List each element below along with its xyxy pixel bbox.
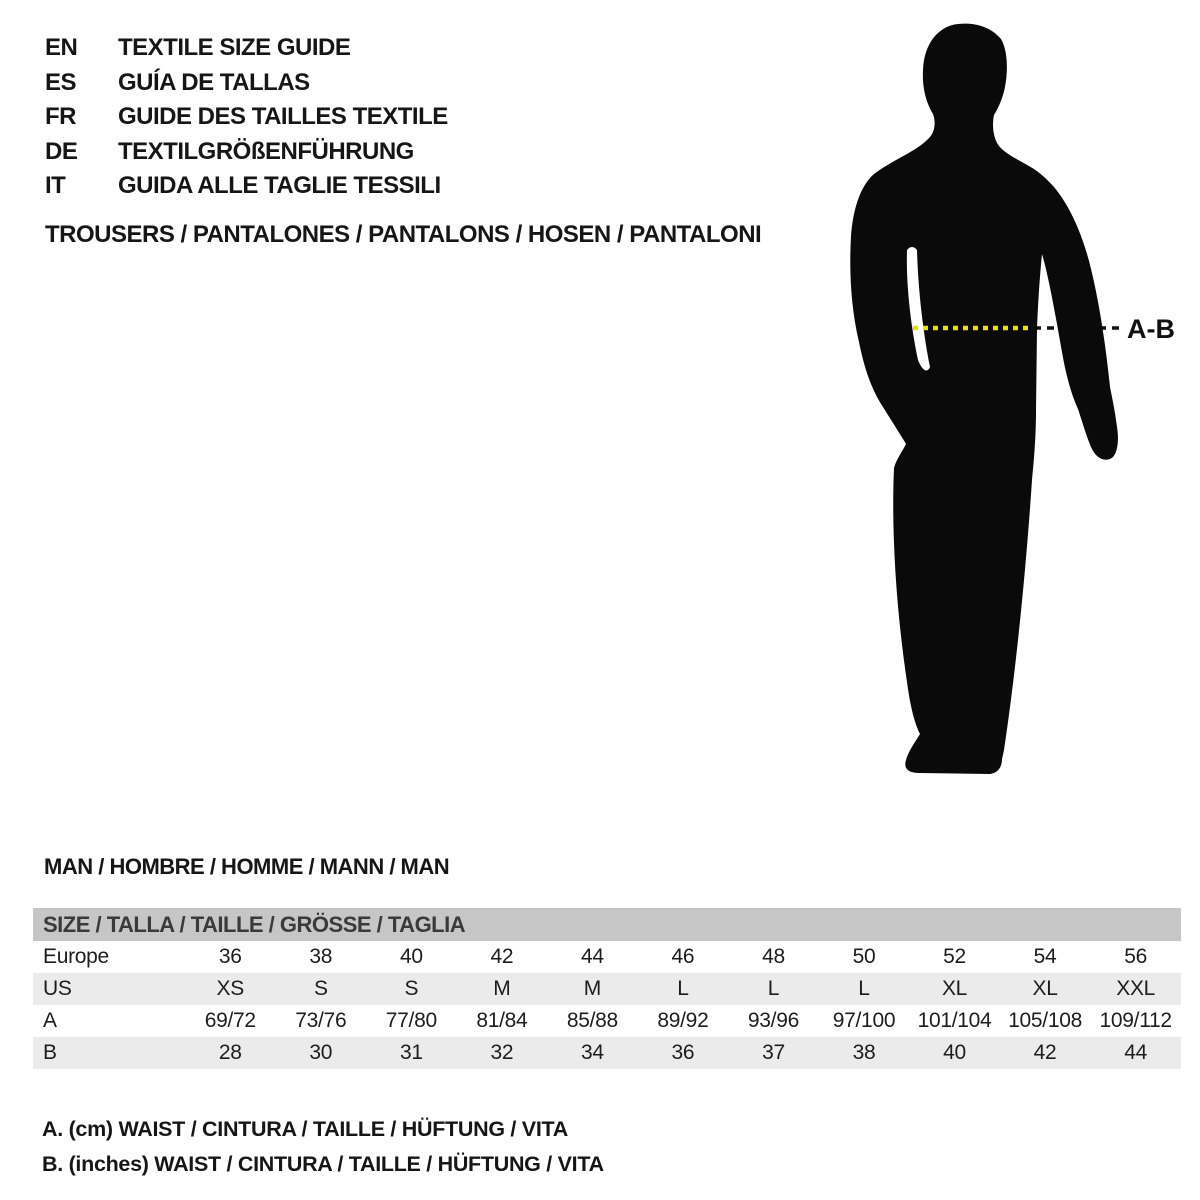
size-cell: 44 bbox=[581, 945, 604, 968]
size-cell: XS bbox=[216, 977, 244, 1000]
size-cell: 85/88 bbox=[566, 1009, 618, 1032]
size-cell: 42 bbox=[1033, 1041, 1057, 1064]
measure-label: A-B bbox=[1127, 314, 1175, 344]
language-code: FR bbox=[45, 103, 76, 131]
language-title: GUÍA DE TALLAS bbox=[118, 68, 310, 96]
language-row bbox=[45, 100, 448, 135]
size-cell: L bbox=[858, 977, 870, 1000]
size-cell: 37 bbox=[762, 1041, 785, 1064]
table-row-us bbox=[33, 973, 1181, 1005]
language-title: GUIDE DES TAILLES TEXTILE bbox=[118, 103, 448, 131]
size-cell: 97/100 bbox=[832, 1009, 896, 1032]
table-row-b bbox=[33, 1037, 1181, 1069]
size-table bbox=[33, 908, 1181, 1069]
size-cell: 32 bbox=[490, 1041, 514, 1064]
language-code: EN bbox=[45, 34, 78, 62]
size-cell: 36 bbox=[218, 945, 242, 968]
language-row bbox=[45, 66, 448, 101]
size-cell: 38 bbox=[852, 1041, 876, 1064]
size-cell: 77/80 bbox=[385, 1009, 437, 1032]
size-cell: 46 bbox=[671, 945, 695, 968]
size-cell: M bbox=[583, 977, 601, 1000]
size-cell: 101/104 bbox=[917, 1009, 992, 1032]
size-cell: 54 bbox=[1033, 945, 1057, 968]
table-row-a bbox=[33, 1005, 1181, 1037]
size-cell: 36 bbox=[671, 1041, 695, 1064]
row-label: US bbox=[43, 977, 72, 1000]
language-row bbox=[45, 31, 448, 66]
language-title: GUIDA ALLE TAGLIE TESSILI bbox=[118, 172, 441, 200]
measurement-notes bbox=[42, 1112, 604, 1181]
note-line-a: A. (cm) WAIST / CINTURA / TAILLE / HÜFTUNG / VITA bbox=[42, 1117, 568, 1141]
language-code: IT bbox=[45, 172, 66, 200]
size-table-header-row bbox=[33, 908, 1181, 941]
language-title: TEXTILE SIZE GUIDE bbox=[118, 34, 351, 62]
man-silhouette bbox=[850, 24, 1118, 774]
size-cell: XXL bbox=[1116, 977, 1156, 1000]
size-cell: 109/112 bbox=[1099, 1009, 1172, 1032]
size-cell: 93/96 bbox=[747, 1009, 799, 1032]
size-cell: S bbox=[404, 977, 419, 1000]
size-cell: 50 bbox=[852, 945, 876, 968]
size-cell: 30 bbox=[309, 1041, 333, 1064]
row-label: A bbox=[43, 1009, 57, 1032]
size-cell: XL bbox=[1032, 977, 1058, 1000]
size-cell: 40 bbox=[943, 1041, 966, 1064]
language-code: ES bbox=[45, 68, 77, 96]
size-cell: 89/92 bbox=[657, 1009, 709, 1032]
size-cell: 42 bbox=[490, 945, 514, 968]
language-row bbox=[45, 135, 448, 170]
size-cell: 56 bbox=[1124, 945, 1148, 968]
size-cell: 44 bbox=[1124, 1041, 1148, 1064]
size-cell: 52 bbox=[943, 945, 966, 968]
size-cell: 38 bbox=[309, 945, 333, 968]
category-title: TROUSERS / PANTALONES / PANTALONS / HOSEN / PANTALONI bbox=[45, 221, 762, 248]
size-cell: 81/84 bbox=[476, 1009, 528, 1032]
size-cell: L bbox=[677, 977, 689, 1000]
size-cell: 69/72 bbox=[204, 1009, 256, 1032]
size-table-header: SIZE / TALLA / TAILLE / GRÖSSE / TAGLIA bbox=[33, 908, 1181, 941]
size-cell: 105/108 bbox=[1008, 1009, 1082, 1032]
size-cell: XL bbox=[941, 977, 968, 1000]
size-cell: 28 bbox=[218, 1041, 242, 1064]
note-line-b: B. (inches) WAIST / CINTURA / TAILLE / HÜFTUNG / VITA bbox=[42, 1151, 604, 1176]
language-title: TEXTILGRÖßENFÜHRUNG bbox=[118, 137, 414, 165]
size-cell: 73/76 bbox=[295, 1009, 347, 1032]
size-cell: M bbox=[493, 977, 511, 1000]
size-cell: 34 bbox=[581, 1041, 604, 1064]
table-row-europe bbox=[33, 941, 1181, 973]
row-label: Europe bbox=[43, 945, 109, 968]
size-cell: 31 bbox=[399, 1041, 423, 1064]
size-cell: 48 bbox=[762, 945, 785, 968]
language-row bbox=[45, 169, 448, 204]
section-title-man: MAN / HOMBRE / HOMME / MANN / MAN bbox=[44, 854, 450, 879]
size-cell: S bbox=[313, 977, 328, 1000]
language-list bbox=[45, 31, 448, 204]
size-cell: L bbox=[767, 977, 780, 1000]
row-label: B bbox=[43, 1041, 57, 1064]
size-cell: 40 bbox=[399, 945, 423, 968]
language-code: DE bbox=[45, 137, 78, 165]
man-silhouette-figure bbox=[820, 10, 1180, 800]
